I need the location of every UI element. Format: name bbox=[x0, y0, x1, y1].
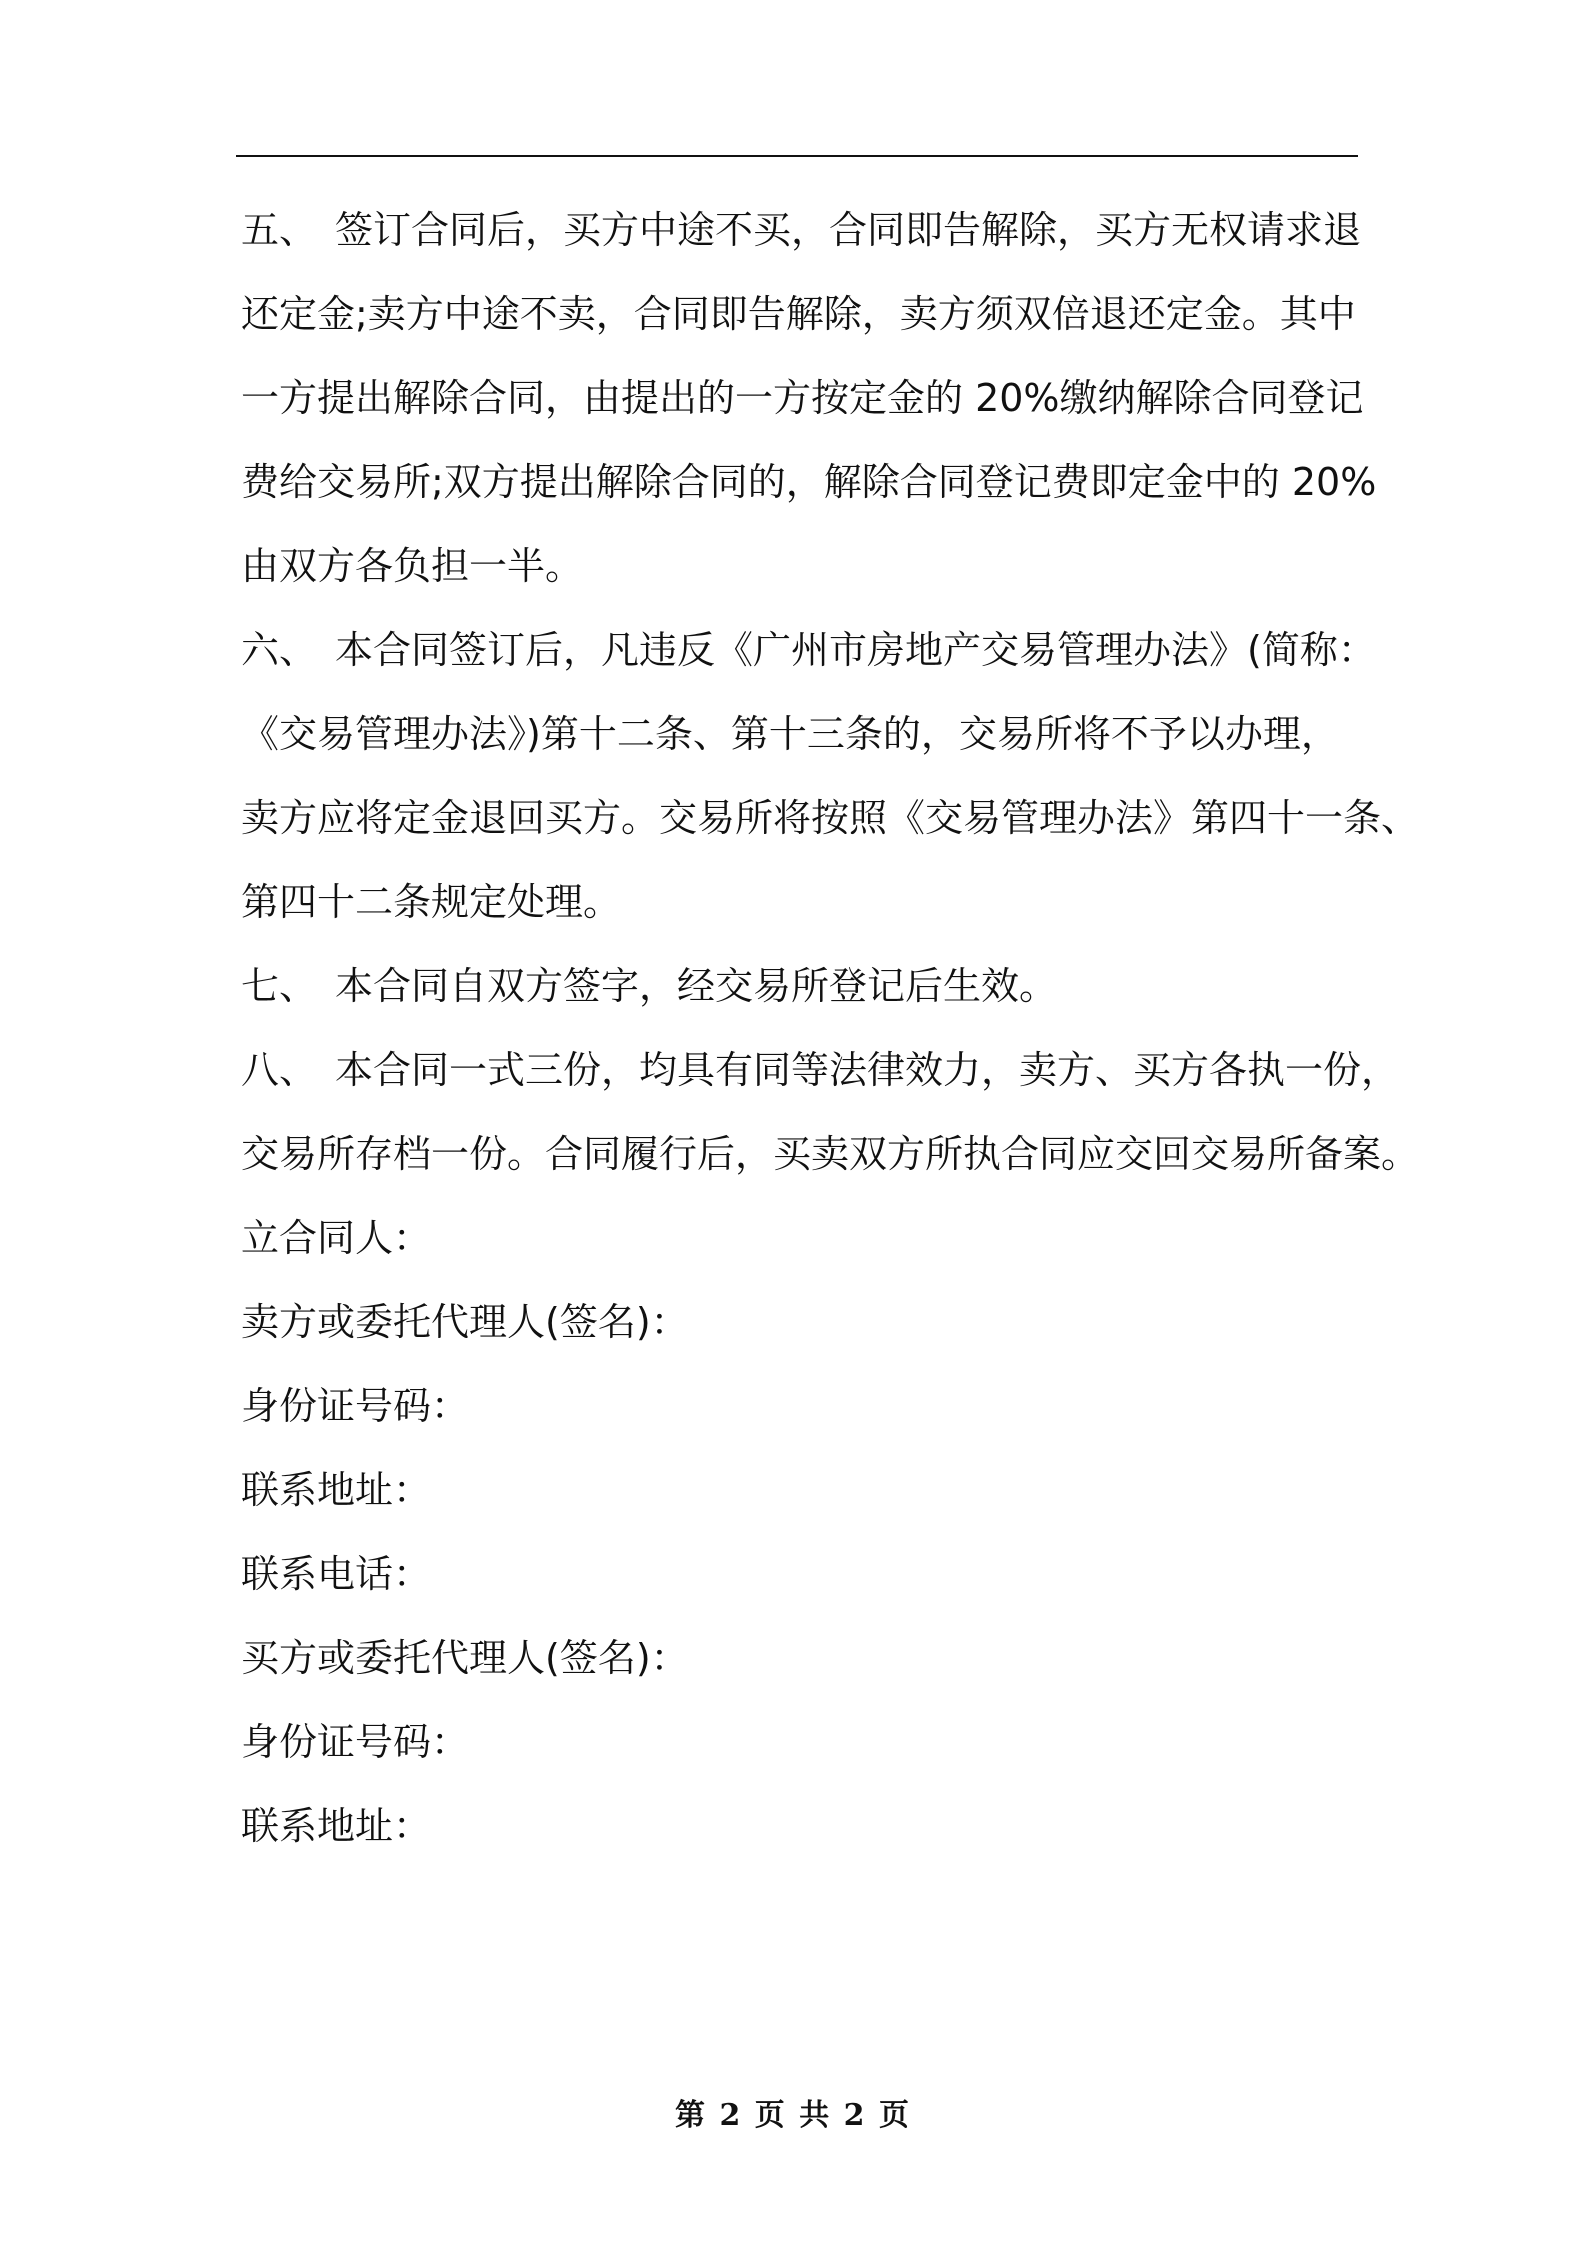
clause-six-line-4: 第四十二条规定处理。 bbox=[241, 880, 622, 924]
clause-six-line-1 bbox=[241, 608, 1376, 692]
buyer-signature-label: 买方或委托代理人(签名)： bbox=[241, 1636, 689, 1680]
clause-eight-text-1: 本合同一式三份，均具有同等法律效力，卖方、买方各执一份， bbox=[335, 1048, 1400, 1092]
seller-phone-label: 联系电话： bbox=[241, 1552, 432, 1596]
clause-five-line-3: 一方提出解除合同，由提出的一方按定金的 20%缴纳解除合同登记 bbox=[241, 376, 1364, 420]
clause-five-line-4: 费给交易所;双方提出解除合同的，解除合同登记费即定金中的 20% bbox=[241, 460, 1377, 504]
clause-five-number: 五、 bbox=[241, 208, 318, 252]
clause-five-text-1: 签订合同后，买方中途不买，合同即告解除，买方无权请求退 bbox=[335, 208, 1362, 252]
clause-six-line-3: 卖方应将定金退回买方。交易所将按照《交易管理办法》第四十一条、 bbox=[241, 796, 1420, 840]
clause-six-number: 六、 bbox=[241, 628, 318, 672]
clause-five-line-2: 还定金;卖方中途不卖，合同即告解除，卖方须双倍退还定金。其中 bbox=[241, 292, 1356, 336]
clause-six-text-1: 本合同签订后，凡违反《广州市房地产交易管理办法》(简称： bbox=[335, 628, 1376, 672]
clause-seven-line-1 bbox=[241, 944, 1367, 1028]
buyer-id-label: 身份证号码： bbox=[241, 1720, 470, 1764]
clause-seven-number: 七、 bbox=[241, 964, 318, 1008]
page-number: 第 2 页 共 2 页 bbox=[675, 2098, 911, 2133]
seller-signature-label: 卖方或委托代理人(签名)： bbox=[241, 1300, 689, 1344]
header-rule bbox=[236, 155, 1358, 157]
clause-eight-line-2: 交易所存档一份。合同履行后，买卖双方所执合同应交回交易所备案。 bbox=[241, 1132, 1420, 1176]
clause-eight-line-1 bbox=[241, 1028, 1400, 1112]
clause-six-line-2: 《交易管理办法》)第十二条、第十三条的，交易所将不予以办理， bbox=[241, 712, 1339, 756]
clause-seven-text-1: 本合同自双方签字，经交易所登记后生效。 bbox=[335, 964, 1058, 1008]
seller-address-label: 联系地址： bbox=[241, 1468, 432, 1512]
buyer-address-label: 联系地址： bbox=[241, 1804, 432, 1848]
contract-body bbox=[241, 188, 1420, 1868]
clause-five-line-5: 由双方各负担一半。 bbox=[241, 544, 584, 588]
clause-five-line-1 bbox=[241, 188, 1367, 272]
signatures-title: 立合同人： bbox=[241, 1216, 432, 1260]
clause-eight-number: 八、 bbox=[241, 1048, 318, 1092]
seller-id-label: 身份证号码： bbox=[241, 1384, 470, 1428]
